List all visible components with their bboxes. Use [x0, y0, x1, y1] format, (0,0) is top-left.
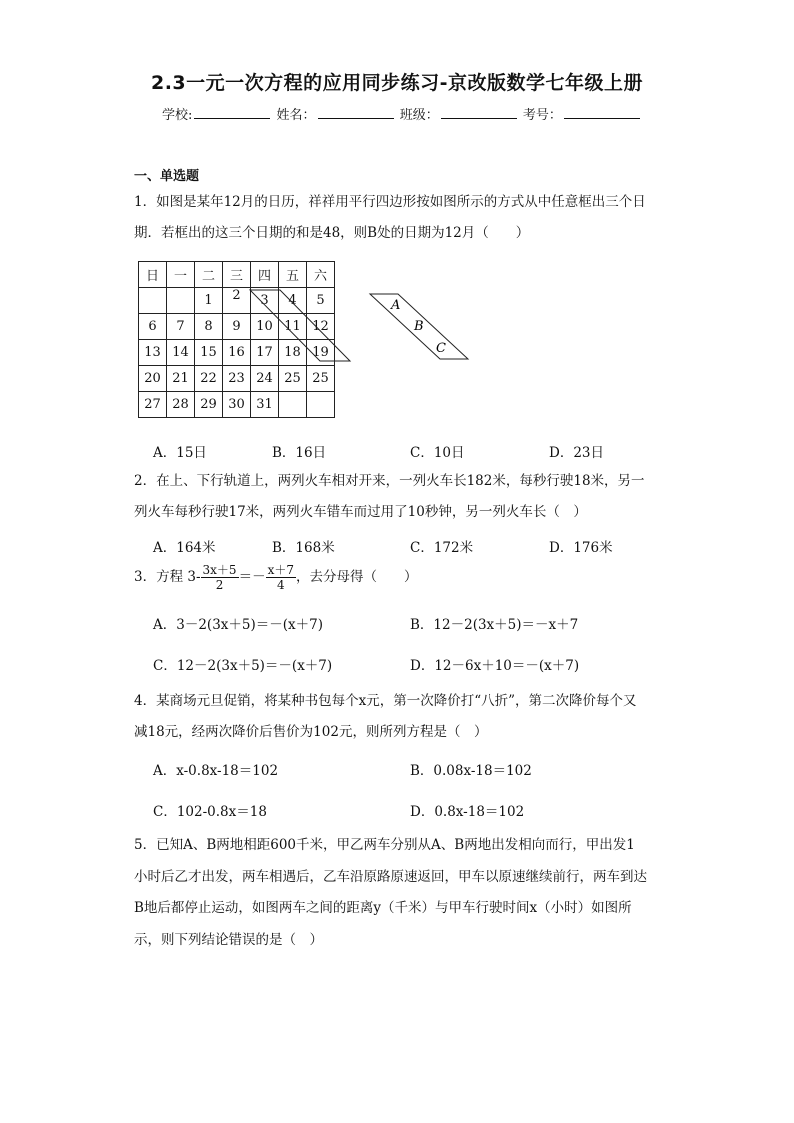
calendar-cell: 17 — [251, 340, 279, 366]
calendar-cell: 10 — [251, 314, 279, 340]
calendar-cell: 24 — [251, 366, 279, 392]
q2-option-c[interactable]: C．172米 — [410, 540, 474, 556]
question-5 — [134, 830, 664, 956]
calendar-cell: 25 — [307, 366, 335, 392]
q2-option-a[interactable]: A．164米 — [153, 540, 216, 556]
calendar-cell: 27 — [139, 392, 167, 418]
calendar-cell: 14 — [167, 340, 195, 366]
calendar-cell: 16 — [223, 340, 251, 366]
calendar-cell: 28 — [167, 392, 195, 418]
calendar-cell: 4 — [279, 288, 307, 314]
q2-line-2: 列火车每秒行驶17米，两列火车错车而过用了10秒钟，另一列火车长（ ） — [134, 504, 587, 520]
calendar-cell: 2 — [223, 288, 251, 314]
calendar-cell: 8 — [195, 314, 223, 340]
q4-option-a[interactable]: A．x-0.8x-18＝102 — [153, 763, 279, 779]
calendar-cell: 13 — [139, 340, 167, 366]
q1-option-a[interactable]: A．15日 — [153, 445, 207, 461]
q5-line-4: 示，则下列结论错误的是（ ） — [134, 931, 323, 948]
calendar-head-cell: 五 — [279, 262, 307, 288]
calendar-head-cell: 三 — [223, 262, 251, 288]
calendar-head-cell: 二 — [195, 262, 223, 288]
page-title: 2.3一元一次方程的应用同步练习-京改版数学七年级上册 — [150, 72, 644, 94]
q5-line-2: 小时后乙才出发，两车相遇后，乙车沿原路原速返回，甲车以原速继续前行，两车到达 — [134, 868, 647, 885]
q3-middle: ＝－ — [238, 569, 266, 585]
q1-option-b[interactable]: B．16日 — [272, 445, 327, 461]
q4-option-c[interactable]: C．102-0.8x＝18 — [153, 804, 267, 820]
class-label: 班级： — [399, 108, 439, 123]
q3-prefix: 3．方程 3- — [134, 569, 201, 585]
q1-option-c[interactable]: C．10日 — [410, 445, 465, 461]
q3-suffix: ，去分母得（ ） — [295, 569, 418, 585]
q4-line-1: 4．某商场元旦促销，将某种书包每个x元，第一次降价打“八折”，第二次降价每个又 — [134, 693, 637, 709]
calendar-cell: 20 — [139, 366, 167, 392]
section-title: 一、单选题 — [134, 169, 200, 184]
calendar-cell: 1 — [195, 288, 223, 314]
calendar-cell: 22 — [195, 366, 223, 392]
q2-option-b[interactable]: B．168米 — [272, 540, 335, 556]
q2-line-1: 2．在上、下行轨道上，两列火车相对开来，一列火车长182米，每秒行驶18米，另一 — [134, 473, 645, 489]
q3-frac1-numerator: 3x＋5 — [202, 563, 237, 577]
q3-option-d[interactable]: D．12－6x＋10＝－(x＋7) — [410, 658, 580, 674]
calendar-cell: 19 — [307, 340, 335, 366]
calendar-cell: 11 — [279, 314, 307, 340]
q3-option-c[interactable]: C．12－2(3x＋5)＝－(x＋7) — [153, 658, 333, 674]
calendar-head-cell: 六 — [307, 262, 335, 288]
exam-number-label: 考号： — [522, 108, 562, 123]
calendar-cell: 15 — [195, 340, 223, 366]
calendar-cell: 30 — [223, 392, 251, 418]
q3-fraction-1 — [201, 563, 239, 592]
name-label: 姓名： — [276, 108, 316, 123]
calendar-head-cell: 四 — [251, 262, 279, 288]
q3-option-b[interactable]: B．12－2(3x＋5)＝－x＋7 — [410, 617, 579, 633]
q1-option-d[interactable]: D．23日 — [549, 445, 605, 461]
q1-line-1: 1．如图是某年12月的日历，祥祥用平行四边形按如图所示的方式从中任意框出三个日 — [134, 194, 646, 210]
q3-frac1-denominator: 2 — [215, 578, 224, 592]
q3-option-a[interactable]: A．3－2(3x＋5)＝－(x＋7) — [153, 617, 323, 633]
question-4 — [134, 686, 664, 748]
question-3 — [134, 563, 417, 592]
calendar-cell: 5 — [307, 288, 335, 314]
calendar-cell: 29 — [195, 392, 223, 418]
label-c: C — [436, 341, 446, 356]
q4-option-d[interactable]: D．0.8x-18＝102 — [410, 804, 525, 820]
q4-option-b[interactable]: B．0.08x-18＝102 — [410, 763, 532, 779]
calendar-cell: 6 — [139, 314, 167, 340]
q4-line-2: 减18元，经两次降价后售价为102元，则所列方程是（ ） — [134, 724, 488, 740]
label-a: A — [391, 298, 401, 313]
overlay-parallelogram — [250, 290, 350, 361]
school-label: 学校: — [162, 108, 193, 123]
calendar-cell: 7 — [167, 314, 195, 340]
calendar-cell: 31 — [251, 392, 279, 418]
calendar-cell: 23 — [223, 366, 251, 392]
calendar-cell: 25 — [279, 366, 307, 392]
parallelogram-abc-figure — [360, 286, 480, 366]
q1-line-2: 期．若框出的这三个日期的和是48，则B处的日期为12月（ ） — [134, 225, 530, 241]
q3-fraction-2 — [266, 563, 296, 592]
calendar-cell: 3 — [251, 288, 279, 314]
question-2 — [134, 466, 664, 528]
calendar-cell: 21 — [167, 366, 195, 392]
calendar-cell: 9 — [223, 314, 251, 340]
q2-option-d[interactable]: D．176米 — [549, 540, 613, 556]
calendar-cell: 12 — [307, 314, 335, 340]
q3-frac2-denominator: 4 — [276, 578, 285, 592]
calendar-cell: 18 — [279, 340, 307, 366]
q3-frac2-numerator: x＋7 — [267, 563, 294, 577]
q5-line-3: B地后都停止运动，如图两车之间的距离y（千米）与甲车行驶时间x（小时）如图所 — [134, 900, 632, 916]
q5-line-1: 5．已知A、B两地相距600千米，甲乙两车分别从A、B两地出发相向而行，甲出发1 — [134, 837, 635, 853]
calendar-head-cell: 一 — [167, 262, 195, 288]
label-b: B — [414, 319, 424, 334]
calendar-head-cell: 日 — [139, 262, 167, 288]
